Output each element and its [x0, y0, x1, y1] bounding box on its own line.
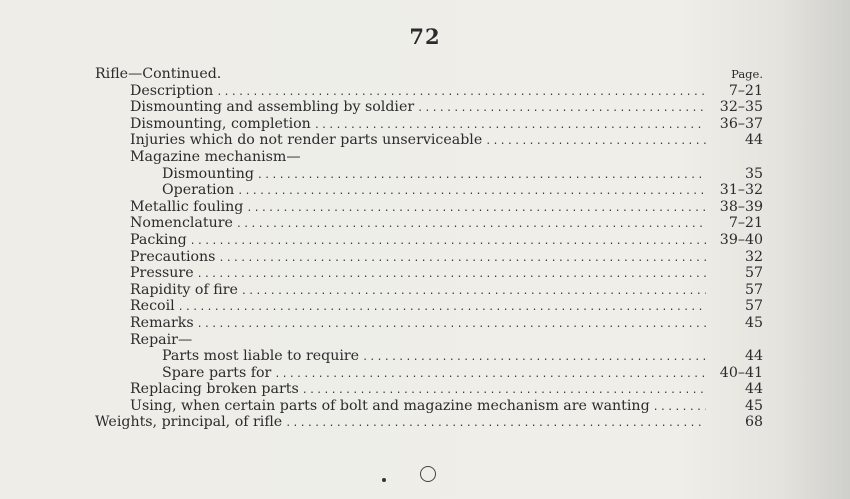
index-entry	[95, 132, 765, 149]
entry-page-ref: 45	[744, 397, 763, 414]
index-entry	[95, 332, 765, 349]
circle-mark-icon	[420, 466, 436, 482]
entry-page-ref: 44	[744, 132, 763, 149]
entry-term: Dismounting, completion	[130, 115, 311, 132]
index-list	[95, 66, 765, 431]
dot-leader	[653, 400, 706, 417]
entry-term: Parts most liable to require	[162, 348, 360, 365]
entry-term: Magazine mechanism—	[130, 148, 301, 165]
dot-leader	[197, 317, 706, 334]
entry-term: Metallic fouling	[130, 198, 244, 215]
index-entry	[95, 414, 765, 431]
index-entry	[95, 99, 765, 116]
index-entry	[95, 348, 765, 365]
index-entry	[95, 398, 765, 415]
index-entry	[95, 265, 765, 282]
entry-page-ref: 7–21	[728, 82, 763, 99]
entry-term: Replacing broken parts	[130, 381, 299, 398]
dot-leader	[257, 168, 706, 185]
entry-page-ref: 39–40	[719, 231, 763, 248]
entry-page-ref: 57	[744, 265, 763, 282]
entry-term: Remarks	[130, 314, 194, 331]
dot-leader	[417, 101, 706, 118]
entry-term: Using, when certain parts of bolt and magazine mechanism are wanting	[130, 397, 650, 414]
entry-term: Description	[130, 82, 214, 99]
section-heading-row	[95, 66, 765, 83]
index-entry	[95, 83, 765, 100]
ink-dot	[382, 478, 386, 482]
index-entry	[95, 199, 765, 216]
entry-term: Injuries which do not render parts unserviceable	[130, 132, 483, 149]
entry-page-ref: 38–39	[719, 198, 763, 215]
entry-term: Repair—	[130, 331, 193, 348]
entry-page-ref: 57	[744, 281, 763, 298]
index-entries	[95, 83, 765, 431]
index-entry	[95, 182, 765, 199]
index-entry	[95, 249, 765, 266]
dot-leader	[218, 251, 706, 268]
index-entry	[95, 166, 765, 183]
entry-page-ref: 31–32	[719, 182, 763, 199]
entry-page-ref: 40–41	[719, 364, 763, 381]
entry-page-ref: 7–21	[728, 215, 763, 232]
dot-leader	[246, 201, 706, 218]
entry-page-ref: 45	[744, 314, 763, 331]
entry-term: Operation	[162, 182, 235, 199]
dot-leader	[178, 300, 706, 317]
entry-term: Pressure	[130, 265, 194, 282]
dot-leader	[241, 284, 706, 301]
index-entry	[95, 365, 765, 382]
dot-leader	[236, 217, 706, 234]
dot-leader	[197, 267, 706, 284]
index-entry	[95, 282, 765, 299]
index-entry	[95, 232, 765, 249]
index-entry	[95, 315, 765, 332]
index-entry	[95, 298, 765, 315]
index-entry	[95, 381, 765, 398]
entry-page-ref: 44	[744, 381, 763, 398]
dot-leader	[274, 367, 706, 384]
index-entry	[95, 116, 765, 133]
entry-page-ref: 44	[744, 348, 763, 365]
entry-term: Weights, principal, of rifle	[95, 414, 283, 431]
index-entry	[95, 215, 765, 232]
entry-term: Spare parts for	[162, 364, 272, 381]
entry-page-ref: 32–35	[719, 99, 763, 116]
dot-leader	[485, 134, 706, 151]
section-heading: Rifle—Continued.	[95, 66, 222, 82]
entry-page-ref: 68	[744, 414, 763, 431]
entry-page-ref: 35	[744, 165, 763, 182]
dot-leader	[190, 234, 706, 251]
entry-term: Precautions	[130, 248, 216, 265]
dot-leader	[237, 184, 706, 201]
page-column-label: Page.	[731, 67, 763, 81]
entry-term: Packing	[130, 231, 187, 248]
dot-leader	[285, 416, 706, 433]
index-entry	[95, 149, 765, 166]
entry-term: Dismounting and assembling by soldier	[130, 99, 415, 116]
entry-page-ref: 32	[744, 248, 763, 265]
entry-term: Dismounting	[162, 165, 254, 182]
entry-term: Rapidity of fire	[130, 281, 238, 298]
entry-term: Recoil	[130, 298, 175, 315]
dot-leader	[362, 350, 706, 367]
entry-page-ref: 36–37	[719, 115, 763, 132]
entry-term: Nomenclature	[130, 215, 233, 232]
entry-page-ref: 57	[744, 298, 763, 315]
page-number: 72	[409, 24, 441, 49]
